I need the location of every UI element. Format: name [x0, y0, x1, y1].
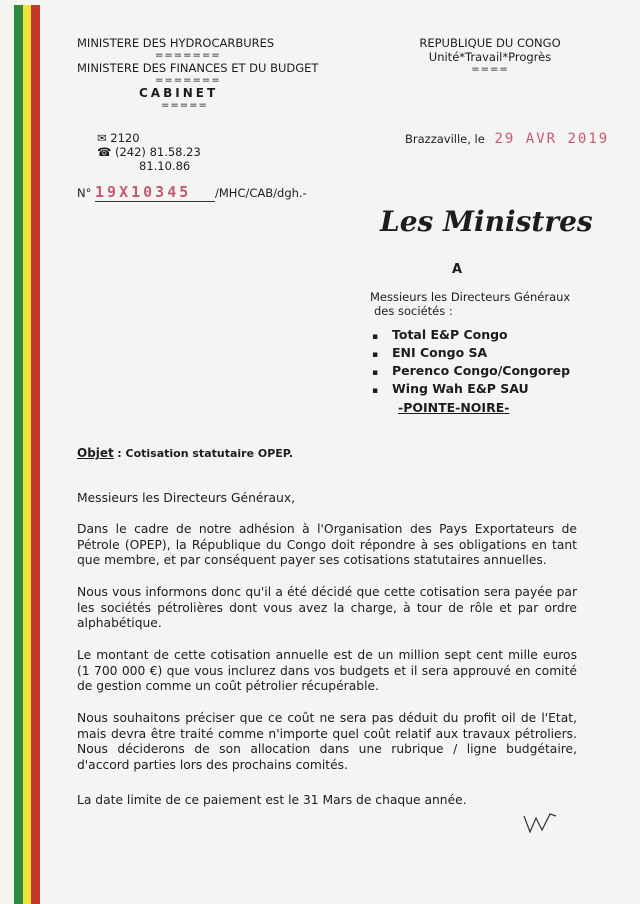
salutation: Messieurs les Directeurs Généraux,	[77, 491, 296, 505]
po-box: 2120	[110, 131, 140, 145]
company-list	[372, 327, 570, 399]
separator: =====	[161, 100, 208, 111]
country-name: REPUBLIQUE DU CONGO	[419, 36, 561, 50]
ref-suffix: /MHC/CAB/dgh.-	[215, 186, 307, 200]
separator: ====	[471, 64, 509, 75]
phone-2: 81.10.86	[139, 159, 191, 173]
flag-stripe-red	[31, 5, 40, 904]
right-header	[400, 36, 580, 75]
separator: =======	[155, 50, 221, 61]
company-item: ▪ ENI Congo SA	[372, 345, 570, 363]
paragraph-1: Dans le cadre de notre adhésion à l'Organisation des Pays Exportateurs de Pétrole (OPEP), la République du Congo doit répondre à ses obligations en tant que membre, et par conséquent payer ses cotisations statutaires annuelles.	[77, 522, 577, 567]
mail-icon: ✉	[97, 131, 107, 145]
left-header	[77, 36, 337, 111]
company-item: ▪ Perenco Congo/Congorep	[372, 363, 570, 381]
cabinet-label: CABINET	[139, 86, 219, 100]
object-line	[77, 446, 293, 460]
ref-number-stamp: 19X10345	[95, 183, 215, 202]
recipient-a: A	[452, 262, 463, 277]
company-item: ▪ Wing Wah E&P SAU	[372, 381, 570, 399]
flag-stripe-yellow	[23, 5, 31, 904]
ref-prefix: N°	[77, 186, 92, 200]
sender-title: Les Ministres	[380, 205, 593, 238]
paragraph-4: Nous souhaitons préciser que ce coût ne sera pas déduit du profit oil de l'Etat, mais devra être traité comme n'importe quel coût relatif aux travaux pétroliers. Nous déciderons de son allocation dans une rubrique / ligne budgétaire, d'accord parties lors des prochains comités.	[77, 711, 577, 772]
contact-block	[97, 131, 201, 173]
phone-1: (242) 81.58.23	[114, 145, 201, 159]
object-label: Objet	[77, 446, 114, 460]
place: Brazzaville, le	[405, 132, 485, 146]
company-item: ▪ Total E&P Congo	[372, 327, 570, 345]
separator: =======	[155, 75, 221, 86]
reference-line	[77, 183, 307, 202]
flag-stripe-green	[14, 5, 23, 904]
ministry-hydrocarbures: MINISTERE DES HYDROCARBURES	[77, 36, 275, 50]
recipient-city: -POINTE-NOIRE-	[398, 400, 510, 415]
motto: Unité*Travail*Progrès	[428, 50, 552, 64]
object-text: : Cotisation statutaire OPEP.	[117, 447, 294, 460]
date-stamp: 29 AVR 2019	[494, 131, 610, 147]
phone-icon: ☎	[97, 145, 112, 159]
recipient-block	[370, 290, 570, 318]
paragraph-3: Le montant de cette cotisation annuelle est de un million sept cent mille euros (1 700 000 €) que vous inclurez dans vos budgets et il sera approuvé en comité de gestion comme un coût pétrolier récupérable.	[77, 648, 577, 693]
ministry-finances: MINISTERE DES FINANCES ET DU BUDGET	[77, 61, 319, 75]
recipient-line1: Messieurs les Directeurs Généraux	[370, 290, 571, 304]
paragraph-5: La date limite de ce paiement est le 31 Mars de chaque année.	[77, 793, 467, 807]
paragraph-2: Nous vous informons donc qu'il a été décidé que cette cotisation sera payée par les sociétés pétrolières dont vous avez la charge, à tour de rôle et par ordre alphabétique.	[77, 585, 577, 630]
signature-mark	[520, 808, 560, 836]
date-line	[405, 131, 609, 147]
recipient-line2: des sociétés :	[374, 304, 453, 318]
